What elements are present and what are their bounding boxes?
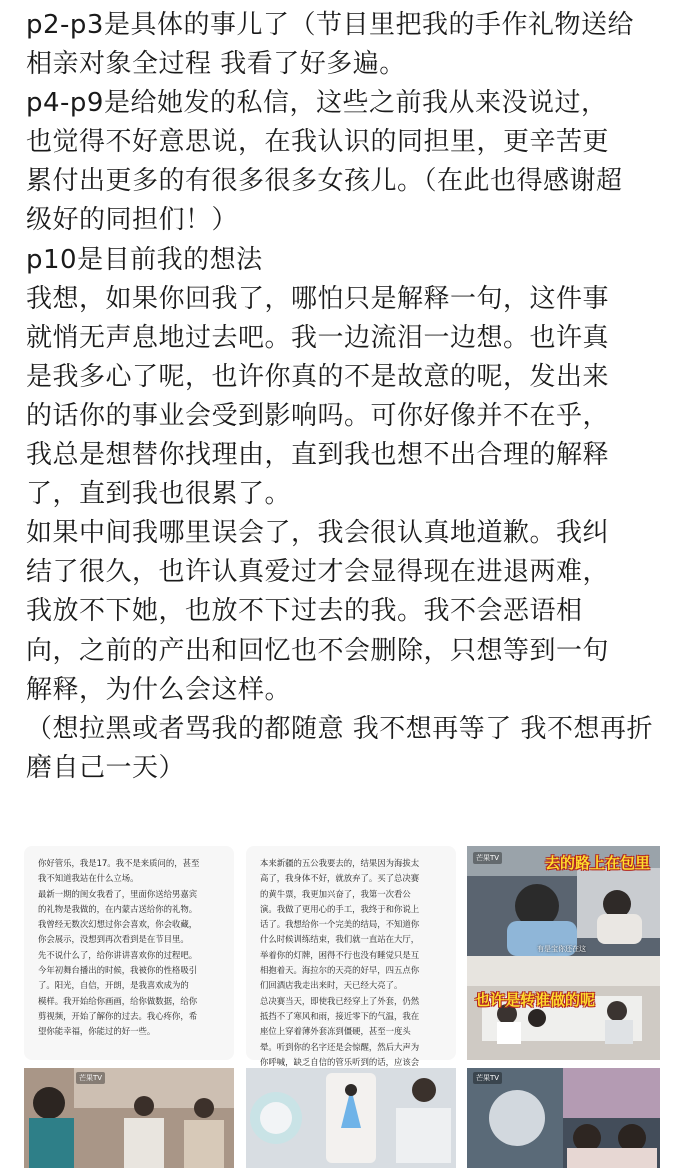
video-subtitle: 有是宝你还在这 [537,945,586,953]
image-thumbnail-handmade-gift[interactable] [246,1068,456,1168]
letter-line: 你呼喊，缺乏自信的管乐听到的话，应该会 [260,1056,420,1067]
post-text-line: 我总是想替你找理由，直到我也想不出合理的解释 [26,440,610,471]
letter-line: 们回酒店我走出来时，天已经大亮了。 [260,980,403,991]
letter-line: 话了。我想给你一个完美的结局，不知道你 [260,919,420,930]
image-thumbnail-show-scene[interactable] [24,1068,234,1168]
post-text-line: 结了很久，也许认真爱过才会显得现在进退两难， [26,557,610,588]
post-text-line: p4-p9是给她发的私信，这些之前我从来没说过， [26,88,608,119]
letter-line: 举着你的灯牌，困得不行也没有睡觉只是互 [260,949,420,960]
letter-line: 你好管乐，我是17。我不是来质问的，甚至 [38,858,200,868]
post-body [26,6,676,788]
post-text-line: 也觉得不好意思说，在我认识的同担里，更辛苦更 [26,127,610,158]
show-scene-photo [24,1068,234,1168]
post-text-line: 向，之前的产出和回忆也不会删除，只想等到一句 [26,635,610,666]
post-text-line: 累付出更多的有很多很多女孩儿。（在此也得感谢超 [26,166,623,197]
tv-logo: 芒果TV [76,1072,105,1084]
letter-line: 什么时候训练结束，我们就一直站在大厅， [260,934,420,945]
letter-line: 你会展示，没想到再次看到是在节目里。 [38,934,189,945]
letter-line: 了。阳光，自信，开朗，是我喜欢成为的 [38,980,189,991]
letter-line: 高了，我身体不好，就放弃了。买了总决赛 [260,873,420,884]
post-text-line: 的话你的事业会受到影响吗。可你好像并不在乎， [26,400,610,431]
post-text-line: p2-p3是具体的事儿了（节目里把我的手作礼物送给 [26,10,634,40]
letter-text [246,846,456,1078]
post-text-line: 解释，为什么会这样。 [26,674,292,705]
post-text-line: 磨自己一天） [26,752,186,783]
letter-line: 先不说什么了，给你讲讲喜欢你的过程吧。 [38,949,198,960]
video-caption-top: 去的路上在包里 [545,854,651,872]
tv-logo: 芒果TV [473,852,502,864]
letter-text [24,846,234,1048]
post-text-line: 就悄无声息地过去吧。我一边流泪一边想。也许真 [26,322,610,353]
letter-line: 抵挡不了寒风和雨，接近零下的气温，我在 [260,1010,420,1021]
post-text-line: 如果中间我哪里误会了，我会很认真地道歉。我纠 [26,518,610,549]
letter-line: 剪视频，开始了解你的过去。我心疼你，希 [38,1010,198,1021]
post-text-line: 了，直到我也很累了。 [26,479,292,510]
post-text-line: 是我多心了呢，也许你真的不是故意的呢，发出来 [26,361,610,392]
tv-logo: 芒果TV [473,1072,502,1084]
letter-line: 本来新疆的五公我要去的，结果因为海拔太 [260,858,420,868]
letter-line: 的黄牛票，我更加兴奋了，我第一次看公 [260,888,411,899]
post-text-line: p10是目前我的想法 [26,244,263,275]
letter-line: 相抱着天。海拉尔的天亮的好早，四五点你 [260,965,420,976]
letter-line: 演。我做了更用心的手工，我终于和你说上 [260,903,420,914]
letter-line: 晕。听到你的名字还是会惊醒，然后大声为 [260,1041,420,1052]
post-text-line: 我放不下她，也放不下过去的我。我不会恶语相 [26,596,583,627]
letter-line: 模样。我开始给你画画，给你做数据，给你 [38,995,198,1006]
post-text-line: 级好的同担们！） [26,205,239,236]
letter-line: 最新一期的闺女我看了，里面你送给男嘉宾 [38,888,198,899]
image-thumbnail-letter-1[interactable] [24,846,234,1060]
image-thumbnail-tv-show[interactable] [467,846,660,1060]
post-text-line: 相亲对象全过程 我看了好多遍。 [26,49,406,80]
post-text-line: （想拉黑或者骂我的都随意 我不想再等了 我不想再折 [26,713,654,744]
image-thumbnail-letter-2[interactable] [246,846,456,1067]
letter-line: 我不知道我站在什么立场。 [38,873,139,884]
handmade-gift-photo [246,1068,456,1168]
letter-line: 望你能幸福，你能过的好一些。 [38,1026,156,1037]
letter-line: 座位上穿着薄外套冻到僵硬，甚至一度头 [260,1026,411,1037]
post-text-line: 我想，如果你回我了，哪怕只是解释一句，这件事 [26,283,610,314]
letter-line: 我曾经无数次幻想过你会喜欢，你会收藏， [38,919,198,930]
letter-line: 今年初舞台播出的时候，我被你的性格吸引 [38,965,198,976]
video-caption-middle: 也许是转谁做的呢 [475,991,596,1009]
letter-line: 的礼物是我做的，在内蒙古送给你的礼物。 [38,903,198,914]
letter-line: 总决赛当天，即使我已经穿上了外套，仍然 [260,995,420,1006]
image-thumbnail-collage[interactable] [467,1068,660,1168]
